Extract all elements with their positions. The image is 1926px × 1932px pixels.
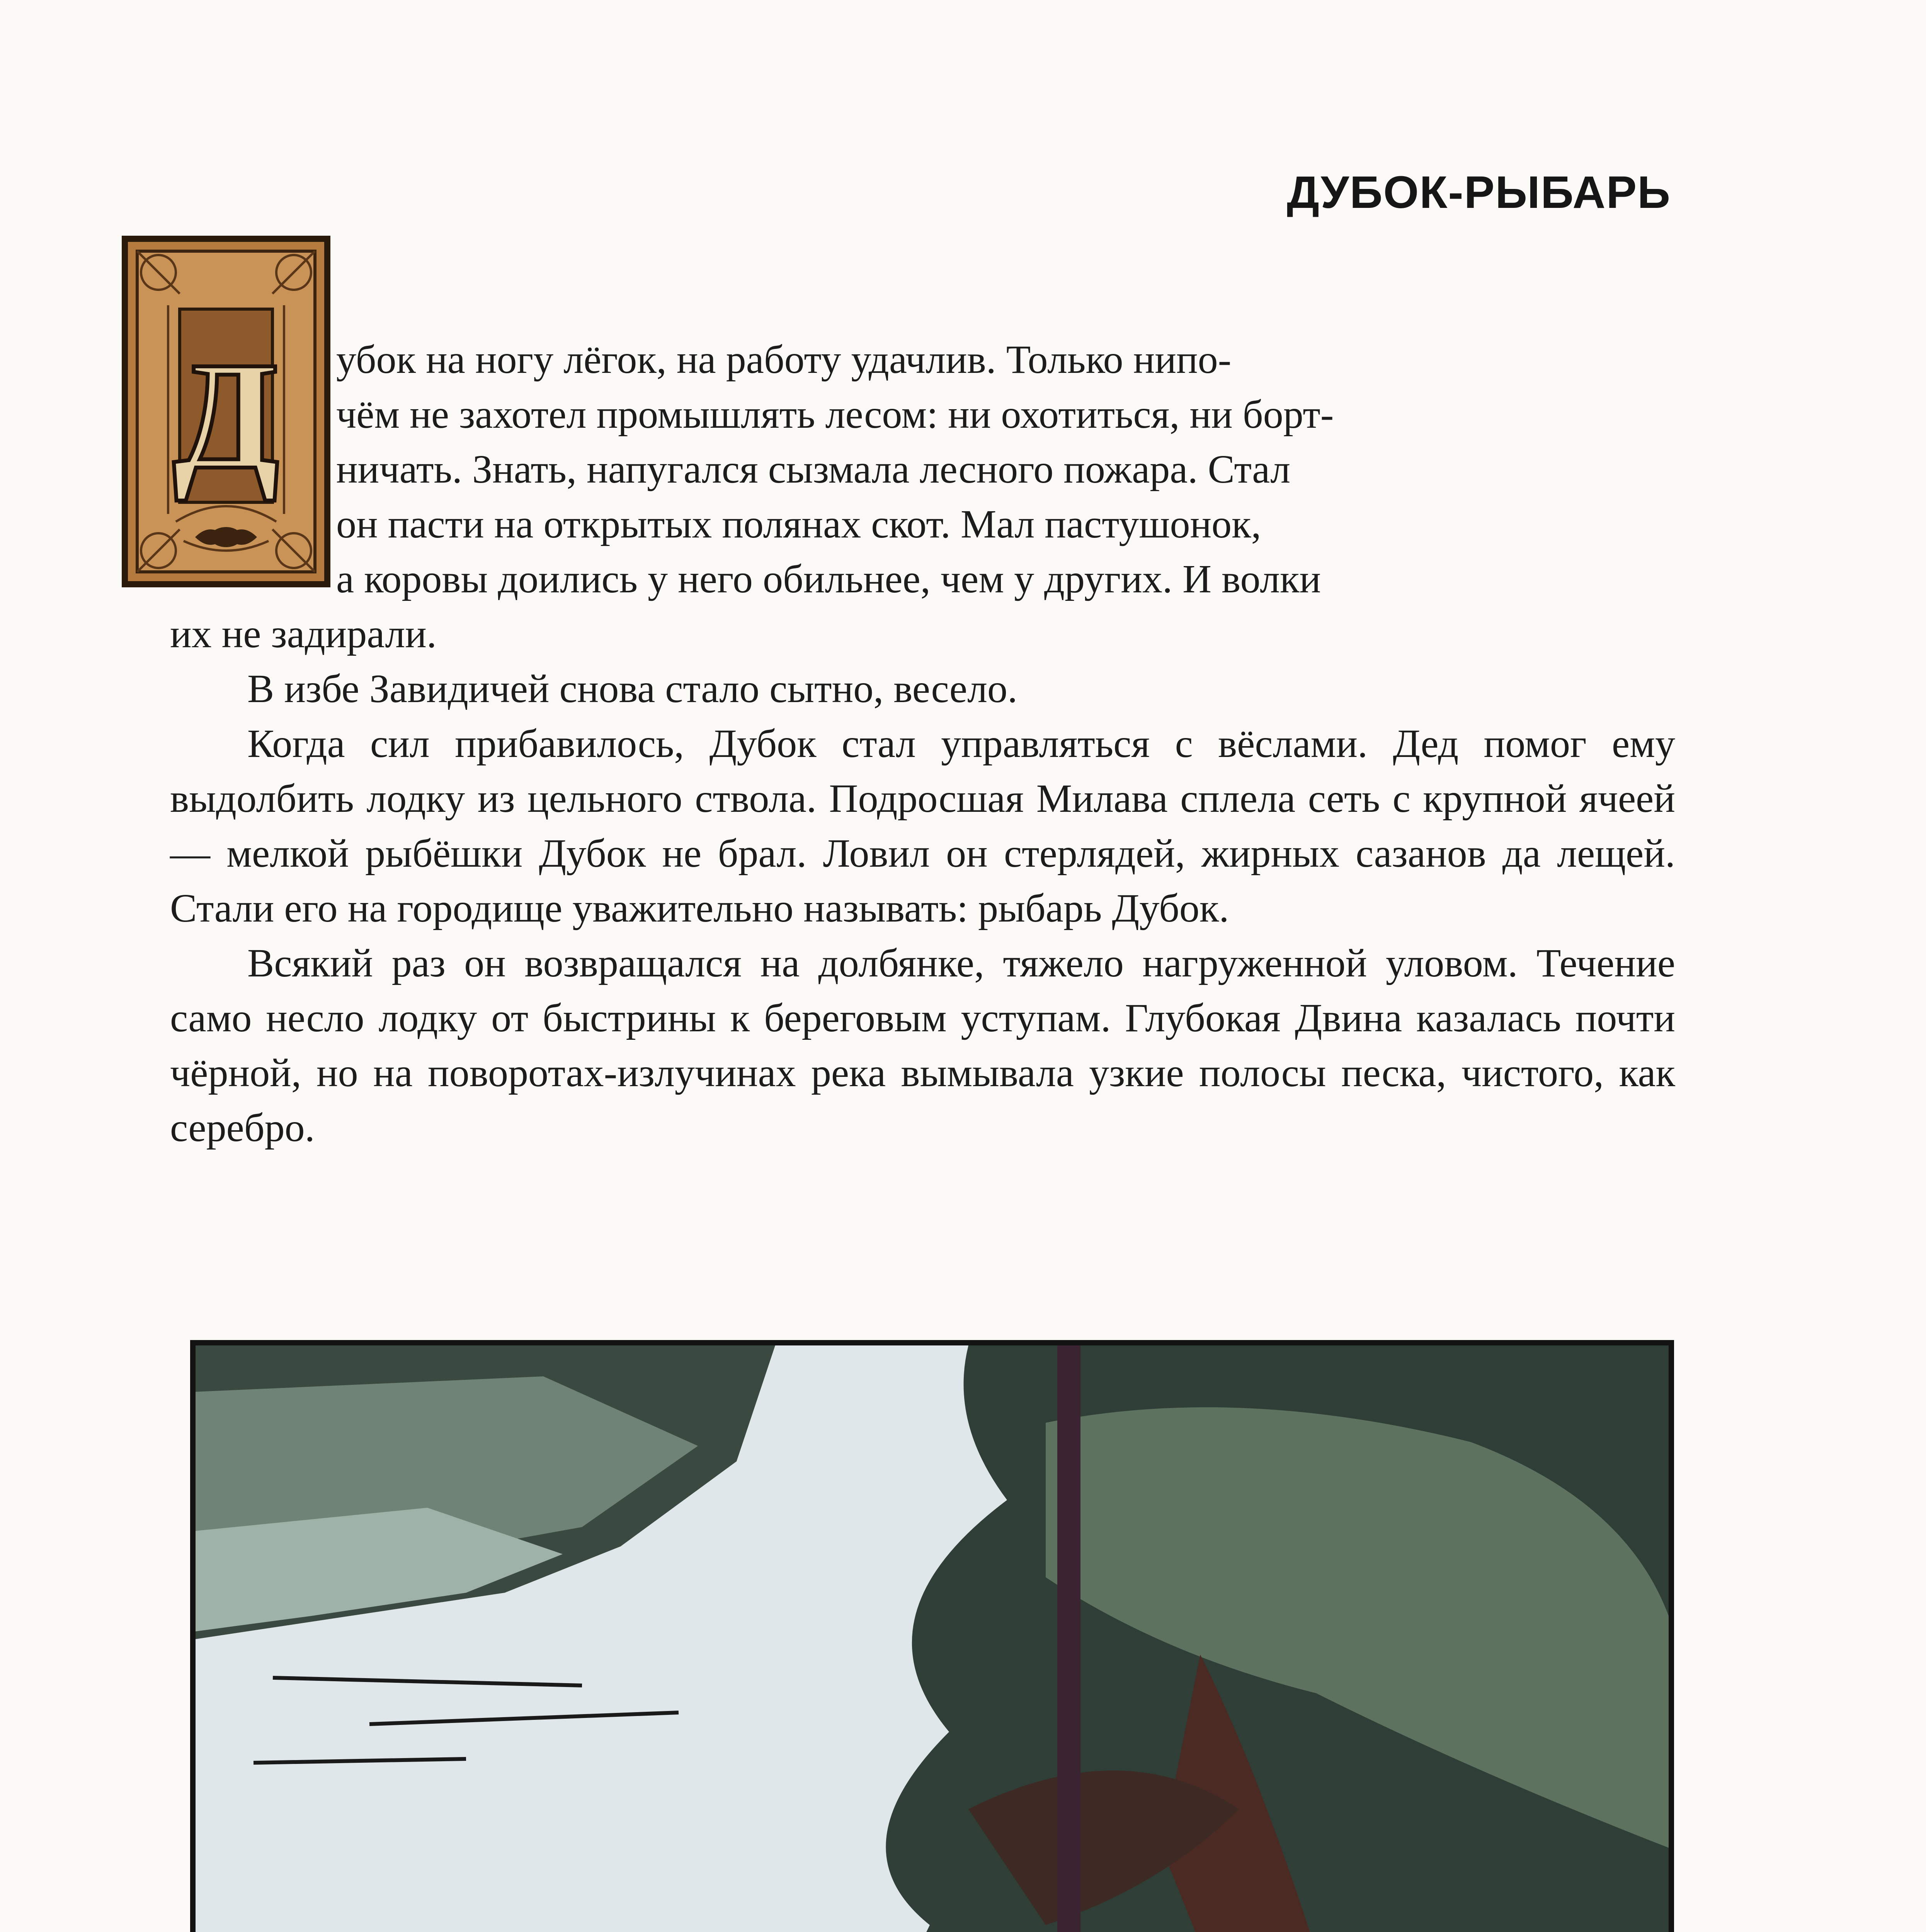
river-scene-image [196,1345,1669,1932]
paragraph-4: Всякий раз он возвращался на долбянке, тяжело нагруженной уловом. Течение само несло лодку от быстрины к береговым уступам. Глубокая Двина казалась почти чёрной, но на поворотах-излучинах река вымывала узкие полосы песка, чистого, как серебро. [170,941,1675,1150]
story-text [170,332,1675,1155]
river-illustration [190,1340,1674,1932]
paragraph-1-tail: их не задирали. [170,612,437,656]
text-line: ничать. Знать, напугался сызмала лесного пожара. Стал [336,447,1291,492]
paragraph-3: Когда сил прибавилось, Дубок стал управляться с вёслами. Дед помог ему выдолбить лодку из цельного ствола. Подросшая Милава сплела сеть с крупной ячеей — мелкой рыбёшки Дубок не брал. Ловил он стерлядей, жирных сазанов да лещей. Стали его на городище уважительно называть: рыбарь Дубок. [170,721,1675,930]
paragraph-2: В избе Завидичей снова стало сытно, весело. [247,667,1017,711]
page-title: ДУБОК-РЫБАРЬ [1286,167,1671,218]
paragraph-1 [170,332,1675,607]
text-line: убок на ногу лёгок, на работу удачлив. Только нипо- [336,337,1232,382]
text-line: он пасти на открытых полянах скот. Мал пастушонок, [336,502,1261,546]
dropcap-letter: Д [173,330,279,501]
text-line: а коровы доились у него обильнее, чем у других. И волки [336,557,1321,601]
text-line: чём не захотел промышлять лесом: ни охотиться, ни борт- [336,392,1334,437]
